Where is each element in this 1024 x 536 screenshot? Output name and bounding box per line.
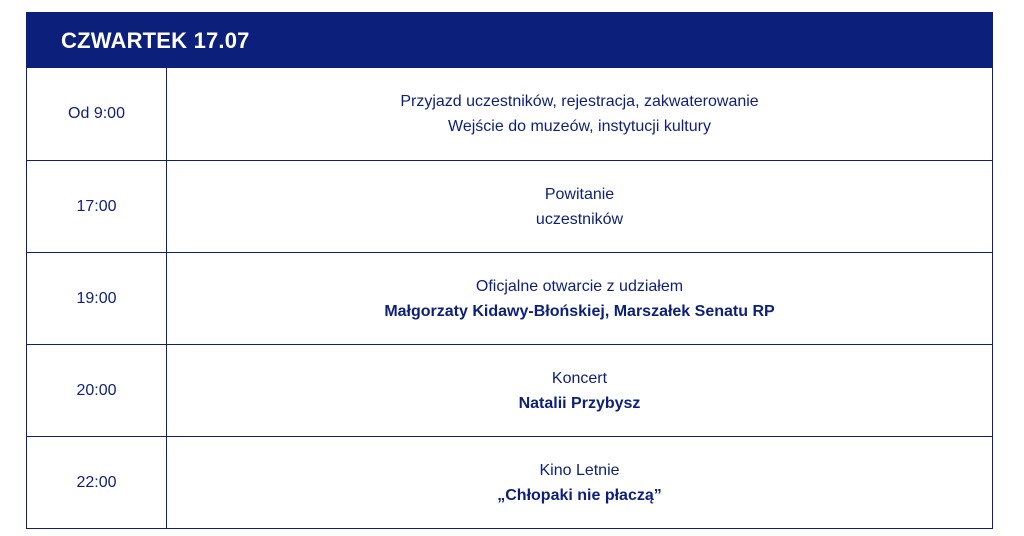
time-cell: 17:00 [27, 161, 167, 252]
schedule-row [27, 252, 992, 344]
time-cell: 20:00 [27, 345, 167, 436]
event-cell [167, 161, 992, 252]
event-highlight: Natalii Przybysz [518, 394, 641, 412]
event-line: Kino Letnie [539, 461, 620, 479]
event-line: Przyjazd uczestników, rejestracja, zakwaterowanie [400, 93, 759, 110]
event-line: Wejście do muzeów, instytucji kultury [448, 118, 711, 135]
schedule-row [27, 68, 992, 160]
event-line: Powitanie [544, 185, 615, 203]
schedule-row [27, 344, 992, 436]
day-header [27, 13, 992, 68]
event-cell [167, 253, 992, 344]
event-line: Oficjalne otwarcie z udziałem [475, 277, 684, 295]
event-highlight: Małgorzaty Kidawy-Błońskiej, Marszałek Senatu RP [384, 302, 775, 320]
event-cell [167, 68, 992, 160]
schedule-table [26, 12, 993, 529]
schedule-row [27, 160, 992, 252]
time-cell: 19:00 [27, 253, 167, 344]
time-cell: 22:00 [27, 437, 167, 528]
event-highlight: „Chłopaki nie płaczą” [497, 486, 662, 504]
event-line: Koncert [551, 369, 608, 387]
event-cell [167, 345, 992, 436]
day-title: CZWARTEK 17.07 [61, 27, 250, 53]
time-cell: Od 9:00 [27, 68, 167, 160]
event-line: uczestników [535, 210, 624, 228]
schedule-rows [27, 68, 992, 528]
schedule-row [27, 436, 992, 528]
event-cell [167, 437, 992, 528]
